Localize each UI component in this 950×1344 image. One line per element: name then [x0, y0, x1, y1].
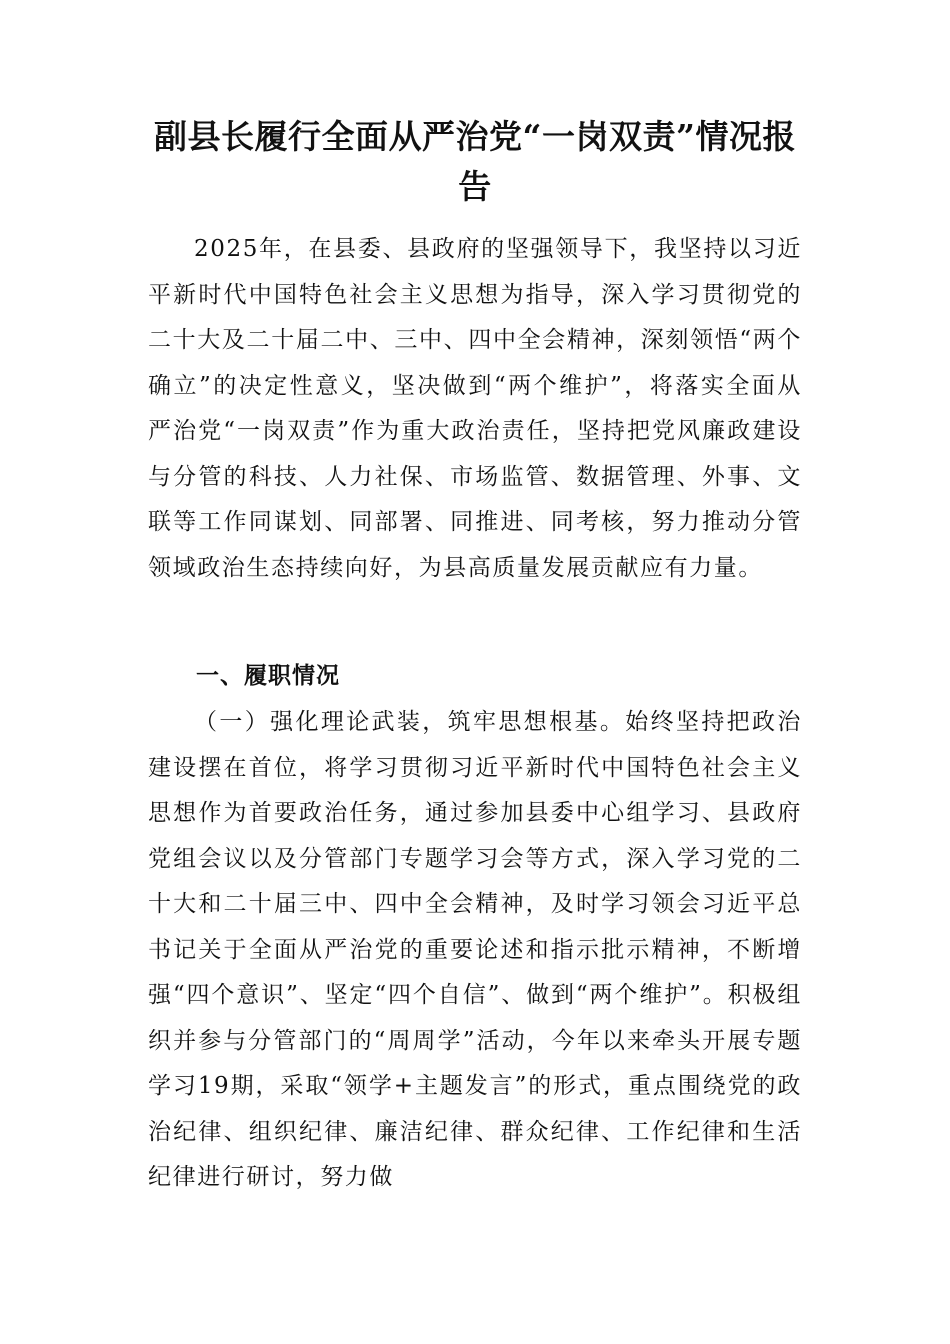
intro-paragraph: 2025年，在县委、县政府的坚强领导下，我坚持以习近平新时代中国特色社会主义思想为指导，深入学习贯彻党的二十大及二十届二中、三中、四中全会精神，深刻领悟“两个确立”的决定性意义，坚决做到“两个维护”，将落实全面从严治党“一岗双责”作为重大政治责任，坚持把党风廉政建设与分管的科技、人力社保、市场监管、数据管理、外事、文联等工作同谋划、同部署、同推进、同考核，努力推动分管领域政治生态持续向好，为县高质量发展贡献应有力量。 — [148, 236, 802, 581]
subsection-body: 始终坚持把政治建设摆在首位，将学习贯彻习近平新时代中国特色社会主义思想作为首要政治任务，通过参加县委中心组学习、县政府党组会议以及分管部门专题学习会等方式，深入学习党的二十大和二十届三中、四中全会精神，及时学习领会习近平总书记关于全面从严治党的重要论述和指示批示精神，不断增强“四个意识”、坚定“四个自信”、做到“两个维护”。积极组织并参与分管部门的“周周学”活动，今年以来牵头开展专题学习19期，采取“领学+主题发言”的形式，重点围绕党的政治纪律、组织纪律、廉洁纪律、群众纪律、工作纪律和生活纪律进行研讨，努力做 — [148, 709, 803, 1190]
document-title: 副县长履行全面从严治党“一岗双责”情况报告 — [154, 117, 796, 206]
subsection-paragraph-theory — [148, 700, 802, 1201]
subsection-lead: （一）强化理论武装，筑牢思想根基。 — [194, 709, 626, 735]
section-heading-performance: 一、履职情况 — [196, 663, 340, 689]
